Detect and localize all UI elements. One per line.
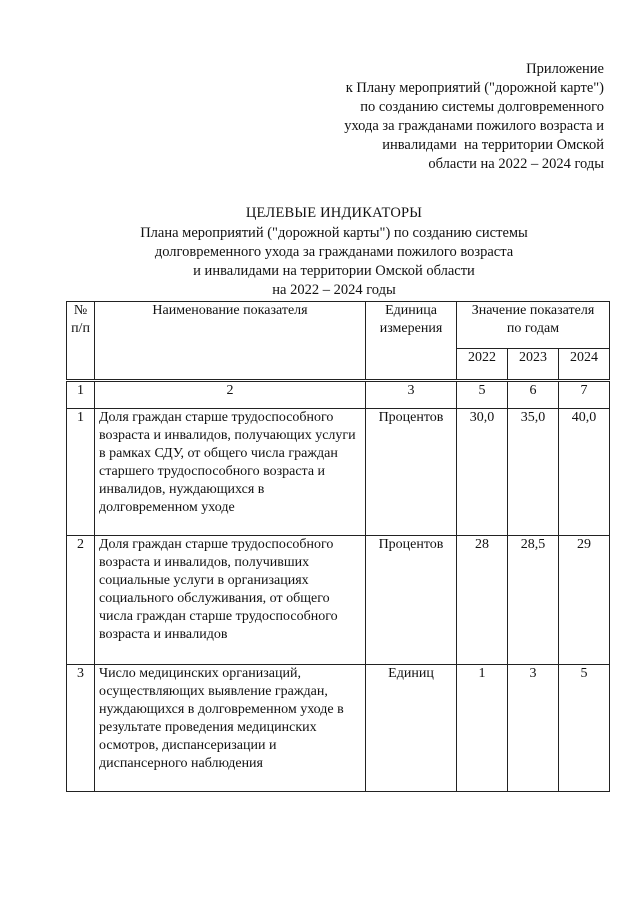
header-year: 2024 xyxy=(559,349,610,381)
title-line: и инвалидами на территории Омской области xyxy=(193,263,475,279)
row-value: 3 xyxy=(508,665,559,792)
row-value: 28,5 xyxy=(508,536,559,665)
row-value: 35,0 xyxy=(508,409,559,536)
row-name: Доля граждан старше трудоспособного возраста и инвалидов, получающих услуги в рамках СДУ, от общего числа граждан старшего трудоспособного возраста и инвалидов, нуждающихся в долговременном уходе xyxy=(95,409,366,536)
index-cell: 2 xyxy=(95,381,366,409)
row-value: 28 xyxy=(457,536,508,665)
appendix-note xyxy=(294,60,604,174)
row-num: 3 xyxy=(67,665,95,792)
row-name: Доля граждан старше трудоспособного возраста и инвалидов, получивших социальные услуги в организациях социального обслуживания, от общего числа граждан старше трудоспособного возраста и инвалидов xyxy=(95,536,366,665)
appendix-line: Приложение xyxy=(526,61,604,77)
indicators-table xyxy=(66,301,610,792)
document-title xyxy=(60,204,608,300)
index-cell: 1 xyxy=(67,381,95,409)
header-year: 2022 xyxy=(457,349,508,381)
index-cell: 3 xyxy=(366,381,457,409)
row-num: 2 xyxy=(67,536,95,665)
row-unit: Процентов xyxy=(366,536,457,665)
title-line: долговременного ухода за гражданами пожилого возраста xyxy=(154,244,514,260)
row-unit: Процентов xyxy=(366,409,457,536)
row-value: 5 xyxy=(559,665,610,792)
appendix-line: ухода за гражданами пожилого возраста и xyxy=(344,118,604,134)
row-value: 1 xyxy=(457,665,508,792)
appendix-line: инвалидами на территории Омской xyxy=(382,137,604,153)
table-header-row xyxy=(67,302,610,349)
index-cell: 7 xyxy=(559,381,610,409)
appendix-line: области на 2022 – 2024 годы xyxy=(428,156,604,172)
header-name: Наименование показателя xyxy=(95,302,366,381)
table-row xyxy=(67,665,610,792)
table-row xyxy=(67,536,610,665)
header-unit: Единица измерения xyxy=(366,302,457,381)
row-name: Число медицинских организаций, осуществляющих выявление граждан, нуждающихся в долговременном уходе в результате проведения медицинских осмотров, диспансеризации и диспансерного наблюдения xyxy=(95,665,366,792)
title-heading: ЦЕЛЕВЫЕ ИНДИКАТОРЫ xyxy=(245,205,423,221)
row-value: 30,0 xyxy=(457,409,508,536)
row-value: 40,0 xyxy=(559,409,610,536)
table-row xyxy=(67,409,610,536)
appendix-line: к Плану мероприятий ("дорожной карте") xyxy=(345,80,604,96)
index-cell: 5 xyxy=(457,381,508,409)
row-num: 1 xyxy=(67,409,95,536)
row-value: 29 xyxy=(559,536,610,665)
row-unit: Единиц xyxy=(366,665,457,792)
header-year: 2023 xyxy=(508,349,559,381)
header-values-group: Значение показателя по годам xyxy=(457,302,610,349)
index-cell: 6 xyxy=(508,381,559,409)
title-line: на 2022 – 2024 годы xyxy=(272,282,396,298)
header-num: № п/п xyxy=(67,302,95,381)
title-line: Плана мероприятий ("дорожной карты") по созданию системы xyxy=(140,225,528,241)
appendix-line: по созданию системы долговременного xyxy=(360,99,604,115)
table-index-row xyxy=(67,381,610,409)
